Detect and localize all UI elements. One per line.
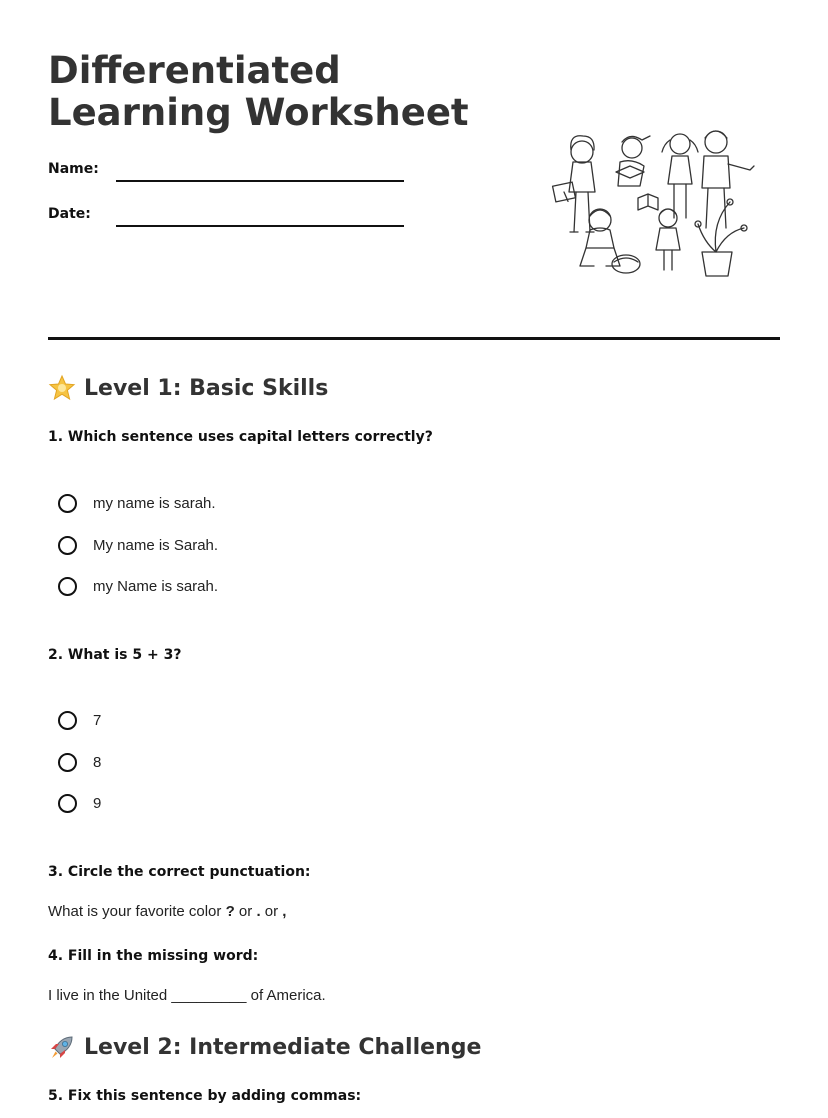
q2-option-b[interactable] xyxy=(58,750,101,774)
q2-option-b-label: 8 xyxy=(93,753,102,771)
name-label: Name: xyxy=(48,161,99,177)
q2-option-c-label: 9 xyxy=(93,794,102,812)
question-4: 4. Fill in the missing word: xyxy=(48,948,259,964)
level2-heading xyxy=(48,1033,481,1061)
radio-button[interactable] xyxy=(58,494,77,513)
radio-button[interactable] xyxy=(58,753,77,772)
q4-sentence: I live in the United _________ of America. xyxy=(48,987,326,1004)
radio-button[interactable] xyxy=(58,577,77,596)
q3-choice-period[interactable]: . xyxy=(256,903,261,920)
date-label: Date: xyxy=(48,206,91,222)
page-title: Differentiated Learning Worksheet xyxy=(48,49,469,134)
rocket-icon xyxy=(48,1033,76,1061)
q1-option-a-label: my name is sarah. xyxy=(93,494,216,512)
radio-button[interactable] xyxy=(58,794,77,813)
radio-button[interactable] xyxy=(58,711,77,730)
q3-prompt-text: What is your favorite color xyxy=(48,903,222,920)
question-3: 3. Circle the correct punctuation: xyxy=(48,864,311,880)
q1-option-c[interactable] xyxy=(58,574,218,598)
level1-title: Level 1: Basic Skills xyxy=(84,375,329,401)
q1-option-b-label: My name is Sarah. xyxy=(93,536,219,554)
q2-option-a-label: 7 xyxy=(93,711,102,729)
q1-option-b[interactable] xyxy=(58,533,218,557)
q2-option-a[interactable] xyxy=(58,708,101,732)
level2-title: Level 2: Intermediate Challenge xyxy=(84,1034,482,1060)
question-5: 5. Fix this sentence by adding commas: xyxy=(48,1088,362,1104)
section-divider xyxy=(48,337,780,340)
q3-prompt xyxy=(48,903,286,920)
q1-option-c-label: my Name is sarah. xyxy=(93,577,219,595)
name-field[interactable] xyxy=(116,180,404,182)
q2-option-c[interactable] xyxy=(58,791,101,815)
star-icon xyxy=(48,374,76,402)
date-field[interactable] xyxy=(116,225,404,227)
children-reading-illustration xyxy=(540,126,760,282)
level1-heading xyxy=(48,374,328,402)
q3-or-2: or xyxy=(264,903,279,920)
question-2: 2. What is 5 + 3? xyxy=(48,647,182,663)
q3-choice-question-mark[interactable]: ? xyxy=(225,903,235,920)
q3-choice-comma[interactable]: , xyxy=(282,903,287,920)
radio-button[interactable] xyxy=(58,536,77,555)
q1-option-a[interactable] xyxy=(58,491,216,515)
q3-or-1: or xyxy=(238,903,253,920)
question-1: 1. Which sentence uses capital letters correctly? xyxy=(48,429,433,445)
